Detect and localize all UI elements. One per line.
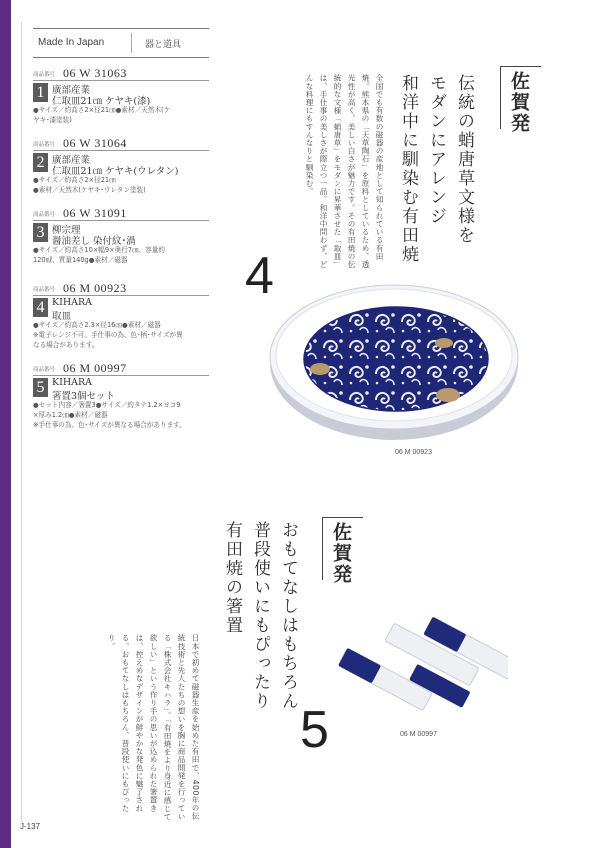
spec-line: ●サイズ／約高さ10×幅9×奥行7㎝、容量約 [33,246,165,254]
code-underline [33,220,209,221]
feature-headline [218,521,302,741]
feature-body-text: 日本で初めて磁器生産を始めた有田で、400年の伝統技術と先人たちの想いを胸に商品開発を行っている「株式会社キハラ」。「有田焼をより身近に感じて欲しい」という作り手の思いが込められた箸置きは、控えめなデザインが鮮やかな発色に魅了される。おもてなしはもちろん、普段使いにもぴったり。 [107,634,200,821]
product-code: 06 M 00997 [63,361,127,375]
chopstick-rest-image [336,608,508,734]
made-in-japan-label: Made In Japan [38,37,105,48]
region-label: 佐賀発 [330,522,352,585]
product-number-tag: 商品番号 [33,72,56,78]
headline-line: 和洋中に馴染む有田焼 [398,74,418,264]
product-code: 06 M 00923 [63,281,127,295]
item-number-badge: 1 [33,83,48,102]
product-spec [33,175,213,195]
product-code: 06 W 31063 [63,66,127,80]
product-number-tag: 商品番号 [33,212,56,218]
code-underline [33,295,209,296]
product-spec [33,400,213,430]
headline-line: モダンにアレンジ [426,74,446,226]
item-number-badge: 3 [33,223,48,242]
code-underline [33,375,209,376]
product-spec [33,105,213,125]
headline-line: 伝統の蛸唐草文様を [454,74,474,245]
product-name: 醤油差し 染付紋･渦 [52,236,136,247]
spec-line: 120㎖、質量140g●素材／磁器 [33,256,128,264]
product-code-caption: 06 M 00923 [395,449,432,456]
margin-rule [21,22,22,822]
region-label: 佐賀発 [508,71,530,134]
feature-body-text: 全国でも有数の磁器の産地として知られている有田焼。熊本県の「天草陶石」を原料としているため、透光性が高く、美しい白さが魅力です。その有田焼の伝統的な文様「蛸唐草」をモダンに昇華させた「取皿」は、手仕事の美しさが際立つ一品。和洋中問わず、どんな料理にもすんなりと馴染む。 [305,74,384,269]
brand-name: KIHARA [52,377,93,388]
brand-name: KIHARA [52,297,93,308]
accent-sidebar-bar [0,0,11,848]
headline-line: 普段使いにもぴったり [250,521,270,711]
brand-name: 柳宗理 [52,225,81,236]
spec-line: ※手仕事の為、色･サイズが異なる場合があります。 [33,421,186,429]
brand-name: 廣部産業 [52,85,91,96]
product-name: 取皿 [52,311,72,322]
region-box [500,66,541,134]
spec-line: ●サイズ／約高さ2×径21㎝●素材／天然木(ケ [33,106,171,114]
product-code: 06 W 31091 [63,206,127,220]
product-number-tag: 商品番号 [33,367,56,373]
feature-headline [394,74,478,274]
plate-image [268,283,520,443]
code-underline [33,80,209,81]
product-number-tag: 商品番号 [33,142,56,148]
spec-line: ●セット内容／箸置3●サイズ／約タテ1.2×ヨコ9 [33,401,181,409]
spec-line: ※電子レンジ不可。手仕事の為、色･柄･サイズが異 [33,331,183,339]
headline-line: おもてなしはもちろん [278,521,298,711]
product-code-caption: 06 M 00997 [400,731,437,738]
feature-number: 4 [245,247,274,305]
product-code: 06 W 31064 [63,136,127,150]
code-underline [33,150,209,151]
brand-name: 廣部産業 [52,155,91,166]
headline-line: 有田焼の箸置 [222,521,242,635]
page-number: J-137 [20,822,41,831]
spec-line: ●素材／天然木(ケヤキ･ウレタン塗装) [33,186,146,194]
feature-number: 5 [300,701,329,759]
spec-line: ●サイズ／約高さ2.3×径16㎝●素材／磁器 [33,321,161,329]
item-number-badge: 4 [33,298,48,317]
catalog-header [33,28,209,58]
product-name: 箸置3個セット [52,391,116,402]
product-name: 仁取皿21㎝ ケヤキ(漆) [52,96,151,107]
header-divider [131,33,132,53]
product-spec [33,245,213,265]
spec-line: なる場合があります。 [33,341,99,349]
product-number-tag: 商品番号 [33,287,56,293]
spec-line: ×厚み1.2㎝●素材／磁器 [33,411,108,419]
region-box [322,517,363,585]
spec-line: ヤキ･漆塗装) [33,116,72,124]
item-number-badge: 2 [33,153,48,172]
item-number-badge: 5 [33,378,48,397]
product-name: 仁取皿21㎝ ケヤキ(ウレタン) [52,166,179,177]
category-label: 器と道具 [145,40,182,50]
spec-line: ●サイズ／約高さ2×径21㎝ [33,176,116,184]
product-spec [33,320,213,350]
